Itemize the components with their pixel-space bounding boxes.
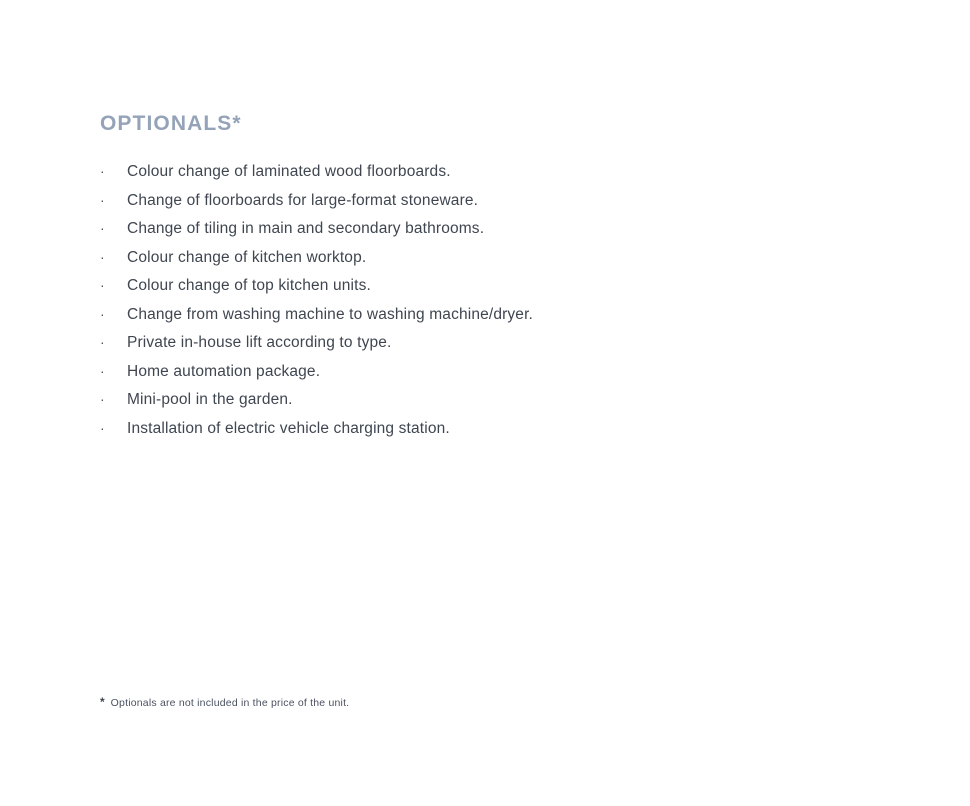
list-item-label: Change of tiling in main and secondary bathrooms. (127, 220, 485, 237)
list-item-label: Home automation package. (127, 362, 321, 380)
bullet-icon: · (100, 220, 105, 236)
list-item-label: Colour change of top kitchen units. (127, 277, 371, 294)
list-item (100, 189, 820, 212)
list-item-label: Colour change of laminated wood floorboards. (127, 163, 451, 180)
list-item (100, 246, 820, 269)
bullet-icon: · (100, 334, 105, 350)
list-item-label: Change from washing machine to washing machine/dryer. (127, 305, 533, 323)
bullet-icon: · (100, 163, 105, 179)
list-item-label: Private in-house lift according to type. (127, 334, 392, 351)
bullet-icon: · (100, 191, 105, 208)
bullet-icon: · (100, 305, 105, 322)
list-item (100, 274, 820, 297)
list-item-label: Mini-pool in the garden. (127, 391, 293, 408)
bullet-icon: · (100, 391, 105, 407)
bullet-icon: · (100, 419, 105, 436)
list-item (100, 388, 820, 411)
list-item-label: Colour change of kitchen worktop. (127, 248, 367, 266)
bullet-icon: · (100, 277, 105, 293)
list-item (100, 360, 820, 383)
footnote (100, 695, 349, 710)
page-title: OPTIONALS* (100, 112, 242, 136)
list-item (100, 331, 820, 354)
optionals-list (100, 160, 820, 445)
list-item-label: Installation of electric vehicle charging station. (127, 419, 450, 437)
list-item (100, 303, 820, 326)
footnote-text: Optionals are not included in the price of the unit. (110, 697, 350, 709)
footnote-marker: * (100, 695, 105, 709)
bullet-icon: · (100, 362, 105, 379)
list-item (100, 417, 820, 440)
list-item (100, 160, 820, 183)
bullet-icon: · (100, 248, 105, 265)
list-item-label: Change of floorboards for large-format stoneware. (127, 191, 479, 209)
list-item (100, 217, 820, 240)
